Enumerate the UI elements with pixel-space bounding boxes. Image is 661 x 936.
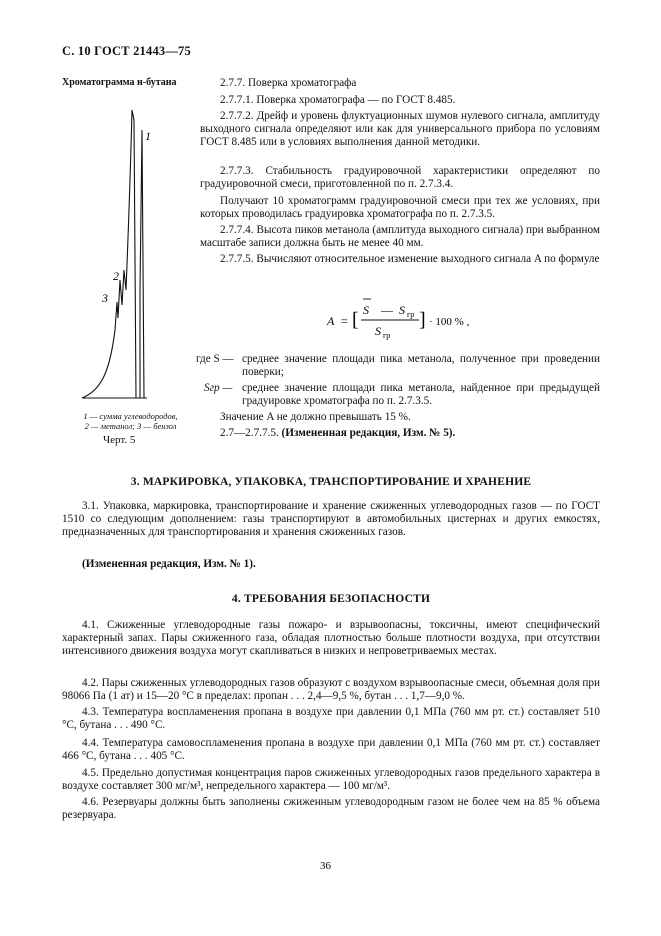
peak-label-2: 2: [113, 269, 119, 283]
formula-bracket-left: [: [352, 309, 359, 331]
clause-2-7-7-5: 2.7.7.5. Вычисляют относительное изменение выходного сигнала A по формуле: [220, 253, 600, 265]
figure-title: Хроматограмма н-бутана: [62, 77, 177, 88]
clause-2-7-7: 2.7.7. Поверка хроматографа: [220, 77, 357, 89]
where-term-1: где S —: [196, 353, 234, 365]
section-3-title: 3. МАРКИРОВКА, УПАКОВКА, ТРАНСПОРТИРОВАНИЕ И ХРАНЕНИЕ: [130, 476, 532, 488]
clause-2-7-7-3: 2.7.7.3. Стабильность градуировочной характеристики определяют по градуировочной смеси, приготовленной по п. 2.7.3.4.: [200, 165, 600, 191]
where-text-2: среднее значение площади пика метанола, найденное при предыдущей градуировке хроматографа по п. 2.7.3.5.: [242, 382, 600, 408]
amendment-5-ref: 2.7—2.7.7.5.: [220, 427, 279, 439]
section-3-para-1: 3.1. Упаковка, маркировка, транспортирование и хранение сжиженных углеводородных газов — по ГОСТ 1510 со следующим дополнением: газы транспортируют в автомобильных цистернах и других емкостях, предназначенных для транспортирования и хранения сжиженных газов.: [62, 500, 600, 539]
formula: [325, 296, 485, 344]
section-4-para-3: 4.3. Температура воспламенения пропана в воздухе при давлении 0,1 МПа (760 мм рт. ст.) составляет 510 °С, бутана . . . 490 °С.: [62, 706, 600, 732]
figure-label: Черт. 5: [103, 434, 136, 446]
page-number: 36: [320, 860, 331, 872]
formula-s-bar: S: [363, 303, 369, 317]
formula-minus: —: [381, 303, 393, 317]
where-term-2: Sгр —: [204, 382, 233, 394]
amendment-5-note: (Измененная редакция, Изм. № 5).: [281, 427, 456, 439]
amendment-5: [220, 427, 600, 440]
clause-2-7-7-3-cont: Получают 10 хроматограмм градуировочной смеси при тех же условиях, при которых проводилась градуировка хроматографа по п. 2.7.3.5.: [200, 195, 600, 221]
limit-text: Значение A не должно превышать 15 %.: [220, 411, 411, 423]
formula-sub-den: гр: [383, 331, 391, 340]
section-4-para-6: 4.6. Резервуары должны быть заполнены сжиженным углеводородным газом не более чем на 85 % объема резервуара.: [62, 796, 600, 822]
formula-s-den: S: [375, 324, 381, 338]
formula-s-num: S: [399, 303, 405, 317]
chromatogram-figure: [82, 90, 192, 410]
peak-label-1: 1: [145, 129, 151, 143]
chromatogram-trace: [82, 110, 147, 398]
clause-2-7-7-1: 2.7.7.1. Поверка хроматографа — по ГОСТ 8.485.: [220, 94, 456, 106]
page-header: С. 10 ГОСТ 21443—75: [62, 44, 191, 58]
formula-bracket-right: ]: [419, 309, 426, 331]
figure-caption: [68, 411, 193, 431]
section-4-title: 4. ТРЕБОВАНИЯ БЕЗОПАСНОСТИ: [231, 593, 431, 605]
formula-times: · 100 % ,: [429, 316, 470, 328]
peak-label-3: 3: [102, 291, 108, 305]
formula-lhs: A: [327, 314, 335, 328]
formula-eq: =: [341, 314, 348, 328]
section-3-amendment: (Измененная редакция, Изм. № 1).: [82, 558, 256, 570]
formula-sub-num: гр: [407, 310, 415, 319]
section-4-para-2: 4.2. Пары сжиженных углеводородных газов образуют с воздухом взрывоопасные смеси, объемная доля при 98066 Па (1 ат) и 15—20 °С в пределах: пропан . . . 2,4—9,5 %, бутан . . . 1,7—9,0 %.: [62, 677, 600, 703]
caption-line-1: 1 — сумма углеводородов,: [83, 411, 178, 421]
clause-2-7-7-4: 2.7.7.4. Высота пиков метанола (амплитуда выходного сигнала) при выбранном масштабе записи должна быть не менее 40 мм.: [200, 224, 600, 250]
section-4-para-5: 4.5. Предельно допустимая концентрация паров сжиженных углеводородных газов предельного характера в воздухе составляет 300 мг/м³, непредельного характера — 100 мг/м³.: [62, 767, 600, 793]
section-4-para-1: 4.1. Сжиженные углеводородные газы пожаро- и взрывоопасны, токсичны, имеют специфический характерный запах. Пары сжиженного газа, обладая плотностью больше плотности воздуха, при отсутствии интенсивного движения воздуха могут скапливаться в низких и непроветриваемых местах.: [62, 619, 600, 658]
caption-line-2: 2 — метанол; 3 — бензол: [84, 421, 177, 431]
clause-2-7-7-2: 2.7.7.2. Дрейф и уровень флуктуационных шумов нулевого сигнала, амплитуду выходного сигнала определяют или как для универсального прибора по условиям ГОСТ 8.485 или в условиях выполнения данной методики.: [200, 110, 600, 149]
section-4-para-4: 4.4. Температура самовоспламенения пропана в воздухе при давлении 0,1 МПа (760 мм рт. ст.) составляет 466 °С, бутана . . . 405 °С.: [62, 737, 600, 763]
where-text-1: среднее значение площади пика метанола, полученное при проведении поверки;: [242, 353, 600, 379]
